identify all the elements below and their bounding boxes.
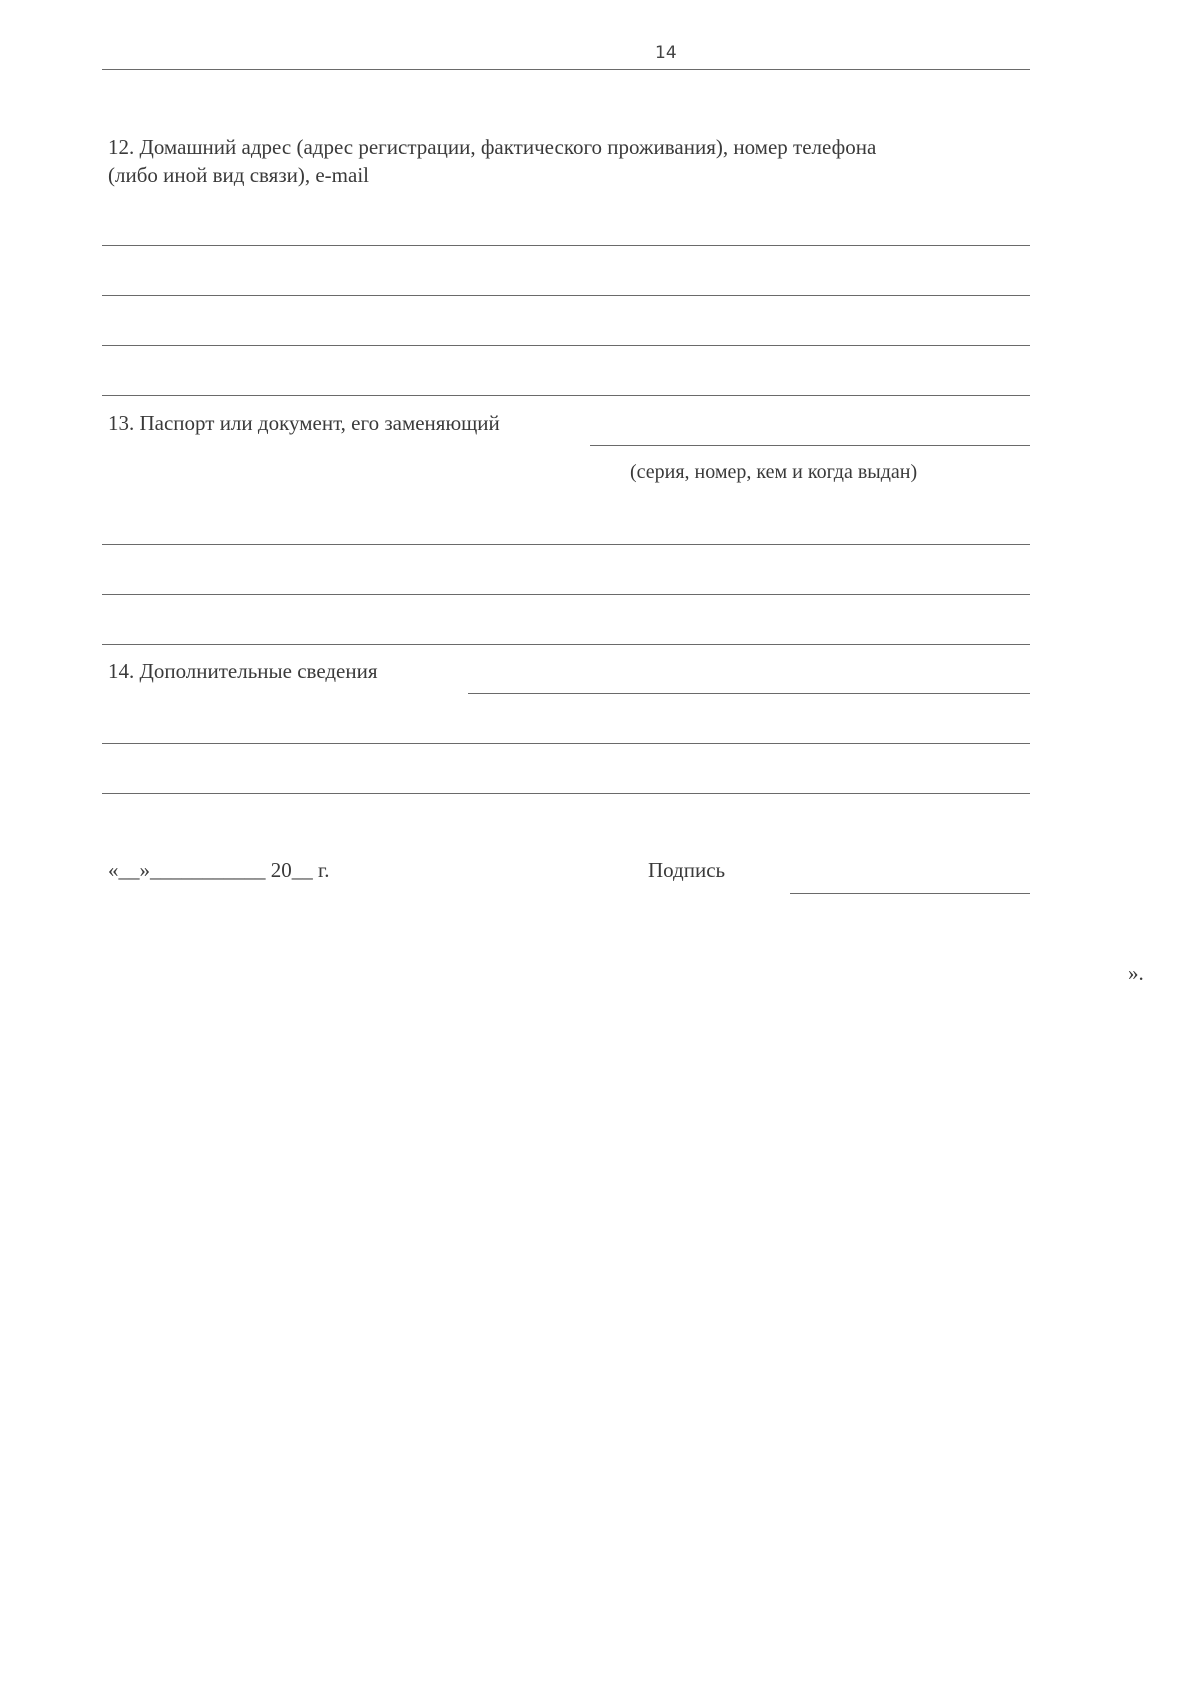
section-13-label: 13. Паспорт или документ, его заменяющий bbox=[108, 411, 500, 435]
additional-info-line-1[interactable] bbox=[102, 743, 1030, 744]
section-14-label: 14. Дополнительные сведения bbox=[108, 659, 378, 683]
section-12-label-line-2: (либо иной вид связи), e-mail bbox=[108, 163, 369, 187]
passport-field-line-inline[interactable] bbox=[590, 445, 1030, 446]
signature-field-line[interactable] bbox=[790, 893, 1030, 894]
passport-field-line-1[interactable] bbox=[102, 544, 1030, 545]
passport-field-line-2[interactable] bbox=[102, 594, 1030, 595]
signature-label: Подпись bbox=[648, 858, 726, 882]
passport-field-caption: (серия, номер, кем и когда выдан) bbox=[630, 461, 918, 483]
address-field-line-1[interactable] bbox=[102, 245, 1030, 246]
address-field-line-3[interactable] bbox=[102, 345, 1030, 346]
header-rule bbox=[102, 69, 1030, 70]
passport-field-line-3[interactable] bbox=[102, 644, 1030, 645]
additional-info-line-inline[interactable] bbox=[468, 693, 1030, 694]
date-field[interactable]: «__»___________ 20__ г. bbox=[108, 858, 330, 882]
address-field-line-2[interactable] bbox=[102, 295, 1030, 296]
address-field-line-4[interactable] bbox=[102, 395, 1030, 396]
additional-info-line-2[interactable] bbox=[102, 793, 1030, 794]
section-12-label-line-1: 12. Домашний адрес (адрес регистрации, фактического проживания), номер телефона bbox=[108, 135, 877, 159]
closing-quote: ». bbox=[1128, 961, 1144, 985]
page-number: 14 bbox=[655, 43, 677, 63]
